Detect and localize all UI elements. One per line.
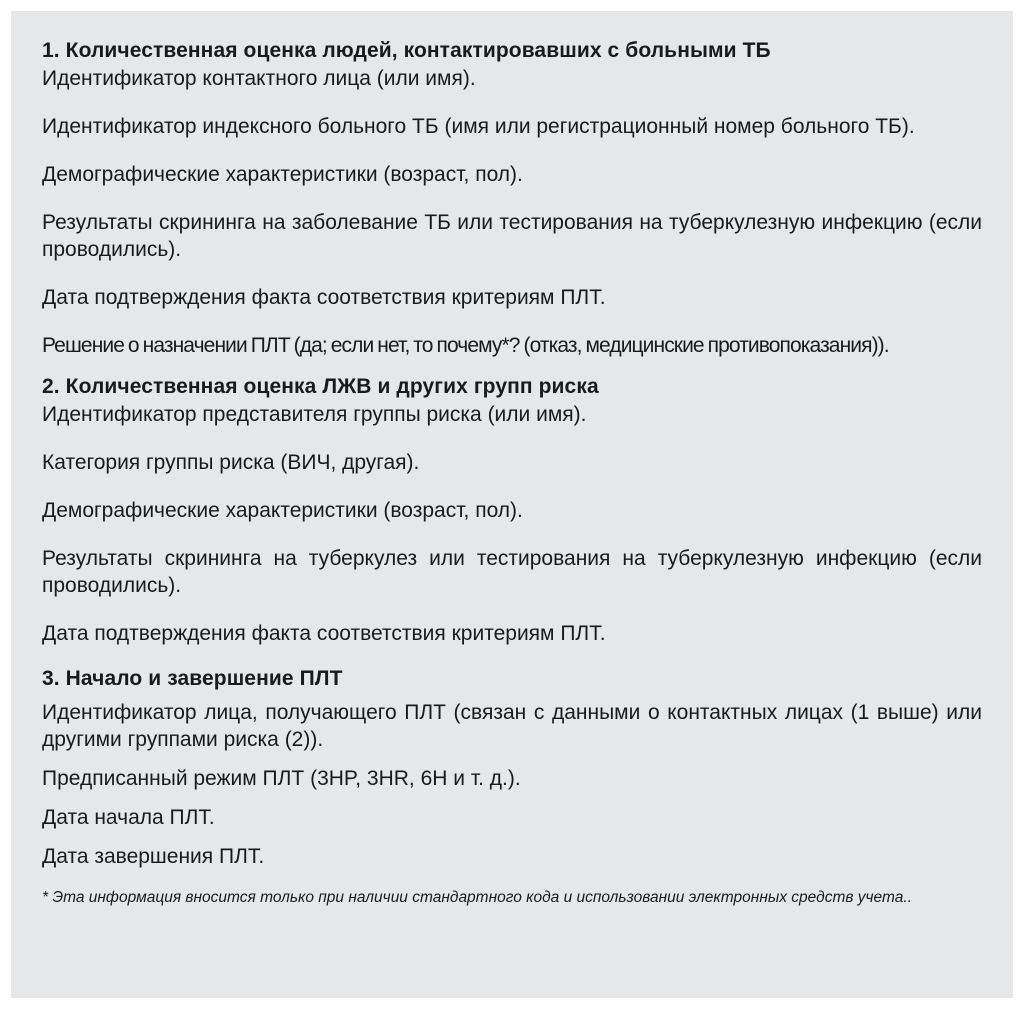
section-1-item-2: Идентификатор индексного больного ТБ (имя или регистрационный номер больного ТБ). — [42, 115, 915, 138]
section-3-item-1: Идентификатор лица, получающего ПЛТ (связан с данными о контактных лицах (1 выше) или другими группами риска (2)). — [42, 701, 982, 751]
section-1-item-5: Дата подтверждения факта соответствия критериям ПЛТ. — [42, 286, 606, 309]
section-1-item-3: Демографические характеристики (возраст, пол). — [42, 163, 523, 186]
section-2-item-2: Категория группы риска (ВИЧ, другая). — [42, 451, 420, 474]
section-3-item-3: Дата начала ПЛТ. — [42, 806, 215, 829]
section-2-item-5: Дата подтверждения факта соответствия критериям ПЛТ. — [42, 622, 606, 645]
section-2-title: 2. Количественная оценка ЛЖВ и других групп риска — [42, 375, 599, 398]
section-2-item-4: Результаты скрининга на туберкулез или тестирования на туберкулезную инфекцию (если проводились). — [42, 547, 982, 597]
section-1-item-6: Решение о назначении ПЛТ (да; если нет, то почему*? (отказ, медицинские противопоказания)). — [42, 334, 889, 357]
section-2-item-1: Идентификатор представителя группы риска (или имя). — [42, 403, 587, 426]
section-1-item-4: Результаты скрининга на заболевание ТБ или тестирования на туберкулезную инфекцию (если проводились). — [42, 211, 982, 261]
content-panel — [11, 11, 1013, 998]
section-3-item-2: Предписанный режим ПЛТ (3HP, 3HR, 6H и т. д.). — [42, 767, 521, 790]
section-1-title: 1. Количественная оценка людей, контактировавших с больными ТБ — [42, 39, 771, 62]
section-1-item-1: Идентификатор контактного лица (или имя). — [42, 67, 476, 90]
section-2-item-3: Демографические характеристики (возраст, пол). — [42, 499, 523, 522]
section-3-title: 3. Начало и завершение ПЛТ — [42, 667, 343, 690]
footnote: * Эта информация вносится только при наличии стандартного кода и использовании электронных средств учета.. — [42, 889, 912, 906]
section-3-item-4: Дата завершения ПЛТ. — [42, 845, 265, 868]
